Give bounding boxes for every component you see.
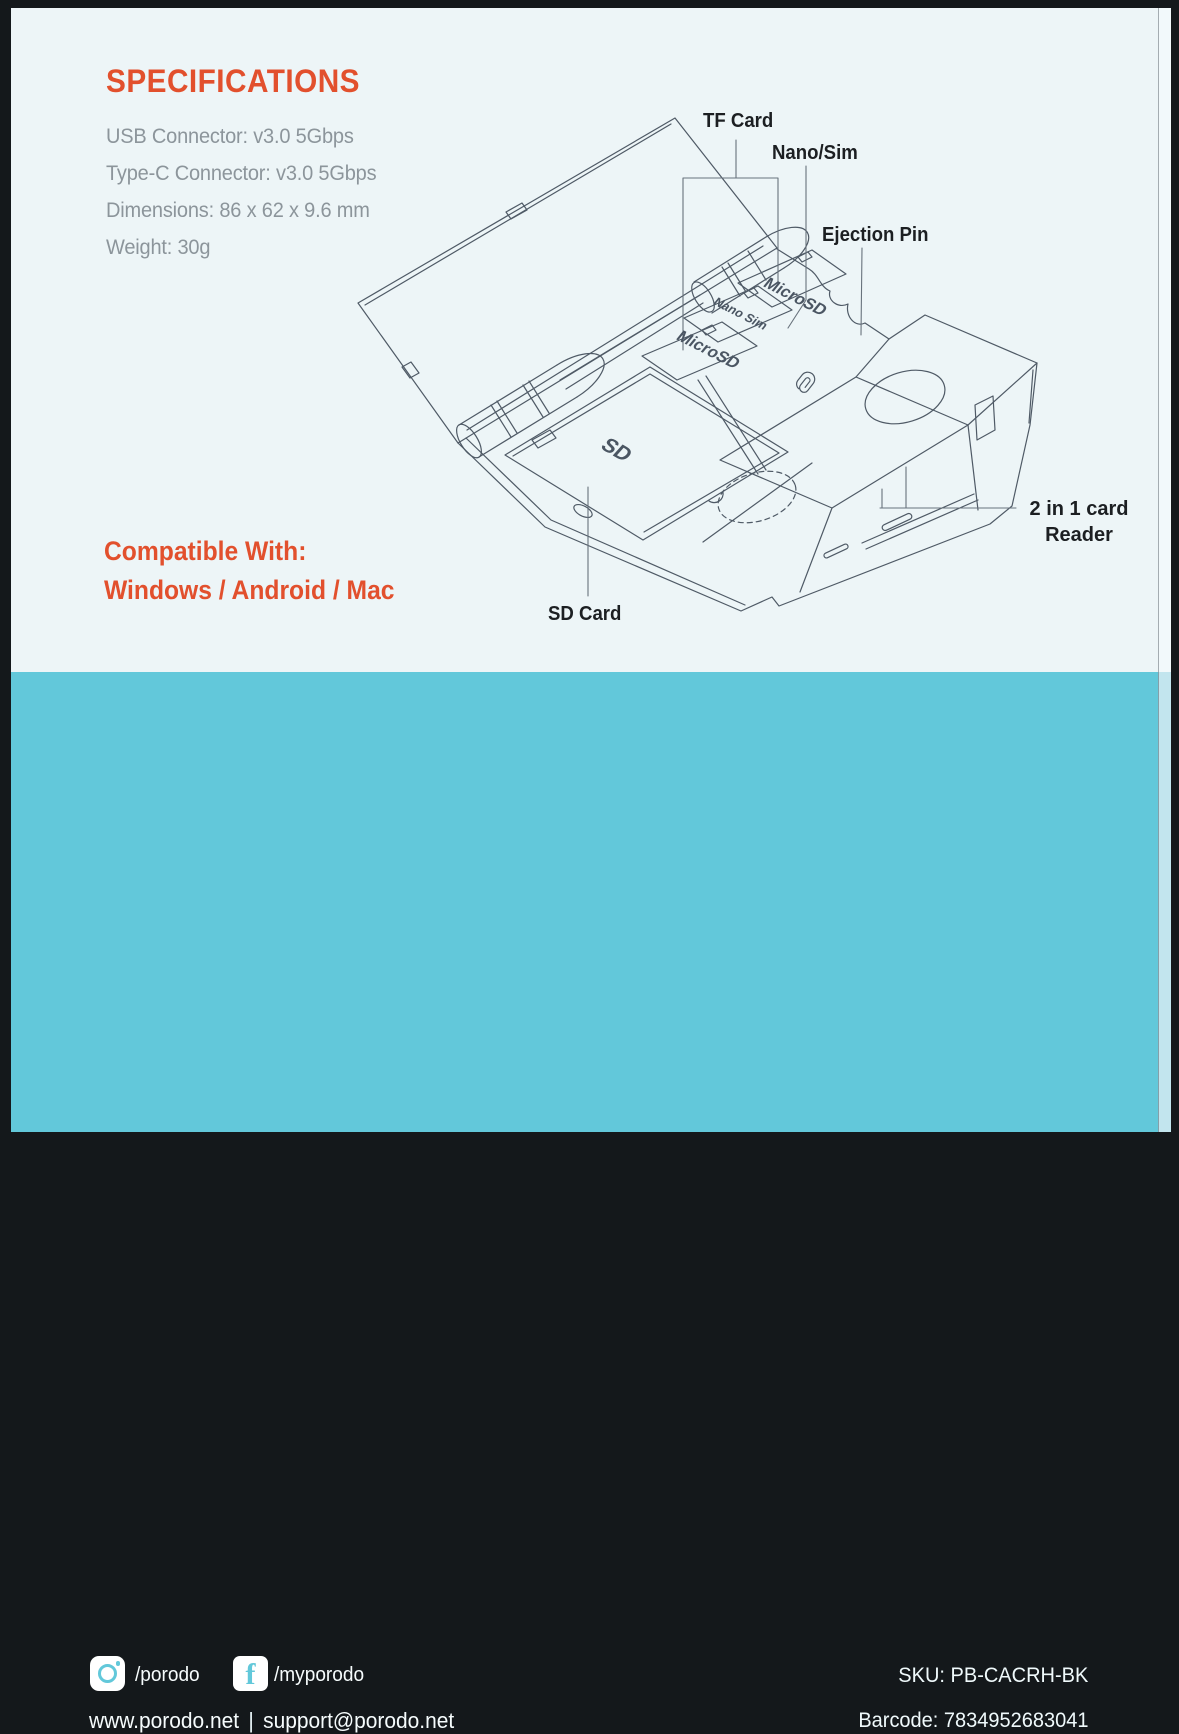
spec-item-weight: Weight: 30g [106, 235, 211, 259]
label-card-reader-line2: Reader [1045, 524, 1113, 546]
page-edge-strip [1158, 8, 1171, 1132]
instagram-handle[interactable]: /porodo [135, 1663, 200, 1686]
specifications-section [11, 8, 1158, 672]
instagram-icon[interactable] [90, 1656, 125, 1691]
label-tf-card: TF Card [703, 110, 774, 132]
label-ejection-pin: Ejection Pin [822, 224, 929, 246]
facebook-f-glyph: f [245, 1658, 256, 1691]
instagram-lens [98, 1664, 117, 1683]
label-sd-card: SD Card [548, 603, 622, 625]
ejection-pin-icon [794, 369, 818, 394]
card-reader-diagram [340, 95, 1040, 650]
label-card-reader [1021, 496, 1137, 548]
tray-outline [458, 249, 1037, 611]
barcode-text: Barcode: 7834952683041 [857, 1708, 1088, 1732]
slot-text-microsd-bottom: MicroSD [672, 327, 745, 373]
spec-item-usb: USB Connector: v3.0 5Gbps [106, 124, 354, 148]
facebook-icon[interactable] [233, 1656, 268, 1691]
footer-section [11, 672, 1158, 1733]
contact-line [89, 1708, 454, 1734]
sku-text: SKU: PB-CACRH-BK [898, 1663, 1088, 1687]
slot-text-microsd-top: MicroSD [759, 274, 832, 320]
facebook-handle[interactable]: /myporodo [274, 1663, 365, 1686]
spec-sheet-page [11, 8, 1158, 1733]
instagram-flash-dot [116, 1661, 121, 1666]
label-card-reader-line1: 2 in 1 card [1029, 498, 1129, 520]
lid-outline [358, 118, 777, 443]
website-link[interactable]: www.porodo.net [89, 1708, 240, 1733]
slot-text-sd: SD [595, 434, 637, 467]
reader-body [698, 315, 1037, 592]
support-email[interactable]: support@porodo.net [263, 1708, 455, 1733]
spec-item-dimensions: Dimensions: 86 x 62 x 9.6 mm [106, 198, 370, 222]
label-nano-sim: Nano/Sim [772, 142, 858, 164]
compatibility-platforms: Windows / Android / Mac [104, 575, 395, 605]
specifications-heading: SPECIFICATIONS [106, 63, 360, 99]
compatibility-heading: Compatible With: [104, 536, 307, 566]
hinge-left [452, 354, 604, 462]
thumb-cutout [858, 361, 951, 433]
contact-separator: | [248, 1708, 254, 1733]
spec-item-typec: Type-C Connector: v3.0 5Gbps [106, 161, 377, 185]
slot-text-nano-sim: Nano Sim [710, 295, 771, 333]
